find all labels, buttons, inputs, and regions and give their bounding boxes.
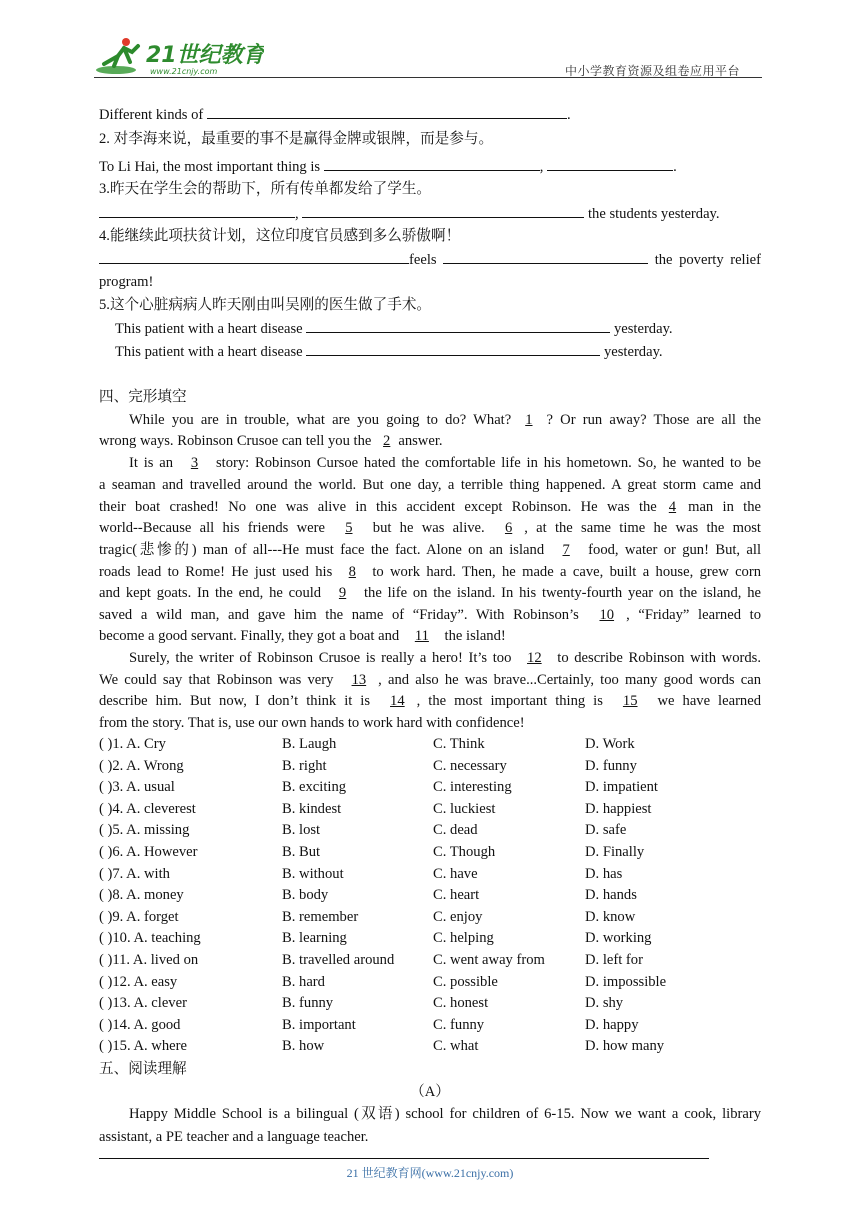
question-number[interactable]: ( )5. A. missing [99,822,190,839]
q3-chinese: 3.昨天在学生会的帮助下，所有传单都发给了学生。 [99,181,432,197]
cloze-heading: 四、完形填空 [99,389,187,405]
blank-number: 4 [668,499,677,515]
option-d[interactable]: D. how many [585,1038,665,1055]
blank-number: 6 [504,520,513,536]
cloze-p2-line2: a seaman and travelled around the world. But one day, a terrible thing happened. A great storm came and [99,477,761,493]
option-d[interactable]: D. Work [585,736,635,752]
q1-line: Different kinds of . [99,104,761,125]
option-d[interactable]: D. know [585,908,636,925]
option-d[interactable]: D. funny [585,757,637,774]
cloze-p2-line6: roads lead to Rome! He just used his 8 to work hard. Then, he made a cave, built a house, grew corn [99,564,762,580]
blank-number: 11 [414,628,429,644]
logo-text: 21世纪教育 [146,43,264,68]
option-d[interactable]: D. impossible [585,973,667,990]
footer-text: 21 世纪教育网(www.21cnjy.com) [346,1166,514,1180]
blank-number: 1 [525,412,533,428]
cloze-p1-line2: wrong ways. Robinson Crusoe can tell you the 2 answer. [99,433,443,449]
option-c[interactable]: C. heart [433,887,480,904]
footer-divider [99,1158,709,1159]
question-number[interactable]: ( )6. A. However [99,844,198,860]
option-d[interactable]: D. has [585,865,623,882]
cloze-p3-line4: from the story. That is, use our own hands to work hard with confidence! [99,715,525,731]
question-number[interactable]: ( )14. A. good [99,1016,181,1033]
q5-chinese: 5.这个心脏病病人昨天刚由叫吴刚的医生做了手术。 [99,297,432,313]
option-d[interactable]: D. impatient [585,779,658,796]
option-b[interactable]: B. how [282,1038,325,1055]
q2-chinese: 2. 对李海来说，最重要的事不是赢得金牌或银牌，而是参与。 [99,131,494,147]
answer-blank[interactable] [443,249,648,264]
question-number[interactable]: ( )4. A. cleverest [99,800,196,817]
question-number[interactable]: ( )2. A. Wrong [99,757,184,774]
cloze-p3-line2: We could say that Robinson was very 13 , and also he was brave...Certainly, too many good words can [99,672,762,688]
blank-number: 3 [190,455,199,471]
q5-english-a: This patient with a heart disease yesterday. [115,318,777,339]
reading-heading: 五、阅读理解 [99,1061,187,1077]
blank-number: 5 [345,520,353,536]
answer-blank[interactable] [207,104,567,119]
question-number[interactable]: ( )13. A. clever [99,995,187,1012]
option-b[interactable]: B. kindest [282,800,342,817]
blank-number: 13 [351,672,367,688]
option-b[interactable]: B. remember [282,908,359,925]
option-d[interactable]: D. left for [585,952,643,968]
answer-blank[interactable] [324,156,540,171]
q5-english-b: This patient with a heart disease yesterday. [115,341,777,362]
cloze-p2-line9: become a good servant. Finally, they got a boat and 11 the island! [99,628,506,644]
question-number[interactable]: ( )11. A. lived on [99,952,199,968]
option-b[interactable]: B. hard [282,973,325,990]
cloze-p2-line4: world--Because all his friends were 5 but he was alive. 6 , at the same time he was the most [99,520,761,536]
platform-name: 中小学教育资源及组卷应用平台 [565,64,741,78]
option-b[interactable]: B. body [282,887,329,904]
option-d[interactable]: D. working [585,930,652,947]
option-c[interactable]: C. have [433,865,478,882]
question-number[interactable]: ( )7. A. with [99,865,170,882]
q4-chinese: 4.能继续此项扶贫计划，这位印度官员感到多么骄傲啊！ [99,228,461,244]
reading-section-label: （A） [410,1084,450,1100]
blank-number: 2 [383,433,391,449]
question-number[interactable]: ( )8. A. money [99,887,184,904]
option-d[interactable]: D. happy [585,1016,639,1033]
cloze-p2-line8: saved a wild man, and gave him the name of “Friday”. With Robinson’s 10 , “Friday” learned to [99,607,761,623]
option-b[interactable]: B. lost [282,822,321,839]
option-c[interactable]: C. interesting [433,779,512,796]
option-c[interactable]: C. helping [433,930,494,947]
blank-number: 7 [562,542,570,558]
option-b[interactable]: B. learning [282,930,347,947]
cloze-p3-line3: describe him. But now, I don’t think it is 14 , the most important thing is 15 we have learned [99,693,761,709]
option-c[interactable]: C. what [433,1038,479,1055]
cloze-p3-line1: Surely, the writer of Robinson Crusoe is really a hero! It’s too 12 to describe Robinson with words. [129,650,761,666]
option-b[interactable]: B. But [282,844,321,860]
blank-number: 10 [599,607,615,623]
blank-number: 12 [527,650,542,666]
option-b[interactable]: B. Laugh [282,736,337,752]
cloze-p2-line1: It is an 3 story: Robinson Cursoe hated the comfortable life in his hometown. So, he wanted to be [129,455,761,471]
option-c[interactable]: C. enjoy [433,908,483,925]
blank-number: 15 [622,693,638,709]
option-b[interactable]: B. important [282,1016,356,1033]
question-number[interactable]: ( )1. A. Cry [99,736,166,752]
answer-blank[interactable] [99,249,409,264]
option-b[interactable]: B. exciting [282,779,347,796]
runner-logo-icon [94,34,264,78]
blank-number: 9 [338,585,347,601]
answer-blank[interactable] [306,341,600,356]
option-d[interactable]: D. happiest [585,800,652,817]
answer-blank[interactable] [302,203,584,218]
question-number[interactable]: ( )3. A. usual [99,779,175,796]
cloze-p1-line1: While you are in trouble, what are you going to do? What? 1 ? Or run away? Those are all the [129,412,761,428]
option-d[interactable]: D. safe [585,822,627,839]
option-c[interactable]: C. possible [433,973,498,990]
option-c[interactable]: C. Though [433,844,496,860]
cloze-p2-line3: their boat crashed! No one was alive in this accident except Robinson. He was the 4 man in the [99,499,762,515]
option-c[interactable]: C. Think [433,736,485,752]
option-b[interactable]: B. funny [282,995,334,1012]
option-b[interactable]: B. right [282,757,327,774]
blank-number: 14 [390,693,405,709]
blank-number: 8 [348,564,356,580]
cloze-p2-line7: and kept goats. In the end, he could 9 the life on the island. In his twenty-fourth year on the island, he [99,585,761,601]
options-list [0,734,860,1064]
answer-blank[interactable] [547,156,673,171]
q2-english: To Li Hai, the most important thing is , . [99,156,761,177]
option-d[interactable]: D. hands [585,887,637,904]
cloze-p2-line5: tragic(悲惨的) man of all---He must face the fact. Alone on an island 7 food, water or gun! But, all [99,542,762,558]
option-b[interactable]: B. travelled around [282,952,395,968]
question-number[interactable]: ( )12. A. easy [99,973,178,990]
logo [94,34,264,78]
answer-blank[interactable] [99,203,295,218]
q3-english: , the students yesterday. [99,203,761,224]
question-number[interactable]: ( )10. A. teaching [99,930,201,947]
question-number[interactable]: ( )9. A. forget [99,908,179,925]
answer-blank[interactable] [306,318,610,333]
q4-english: feels the poverty relief [99,249,761,270]
option-d[interactable]: D. Finally [585,844,645,860]
option-c[interactable]: C. funny [433,1016,485,1033]
reading-line1: Happy Middle School is a bilingual (双语) school for children of 6-15. Now we want a cook, library [129,1106,761,1122]
q4-english-cont: program! [99,274,154,290]
option-c[interactable]: C. dead [433,822,478,839]
reading-line2: assistant, a PE teacher and a language teacher. [99,1129,369,1145]
option-c[interactable]: C. went away from [433,952,545,968]
option-c[interactable]: C. necessary [433,757,507,774]
question-number[interactable]: ( )15. A. where [99,1038,187,1055]
option-c[interactable]: C. honest [433,995,489,1012]
option-c[interactable]: C. luckiest [433,800,496,817]
option-b[interactable]: B. without [282,865,344,882]
header-divider [94,77,762,78]
logo-url: www.21cnjy.com [150,67,218,76]
option-d[interactable]: D. shy [585,995,624,1012]
